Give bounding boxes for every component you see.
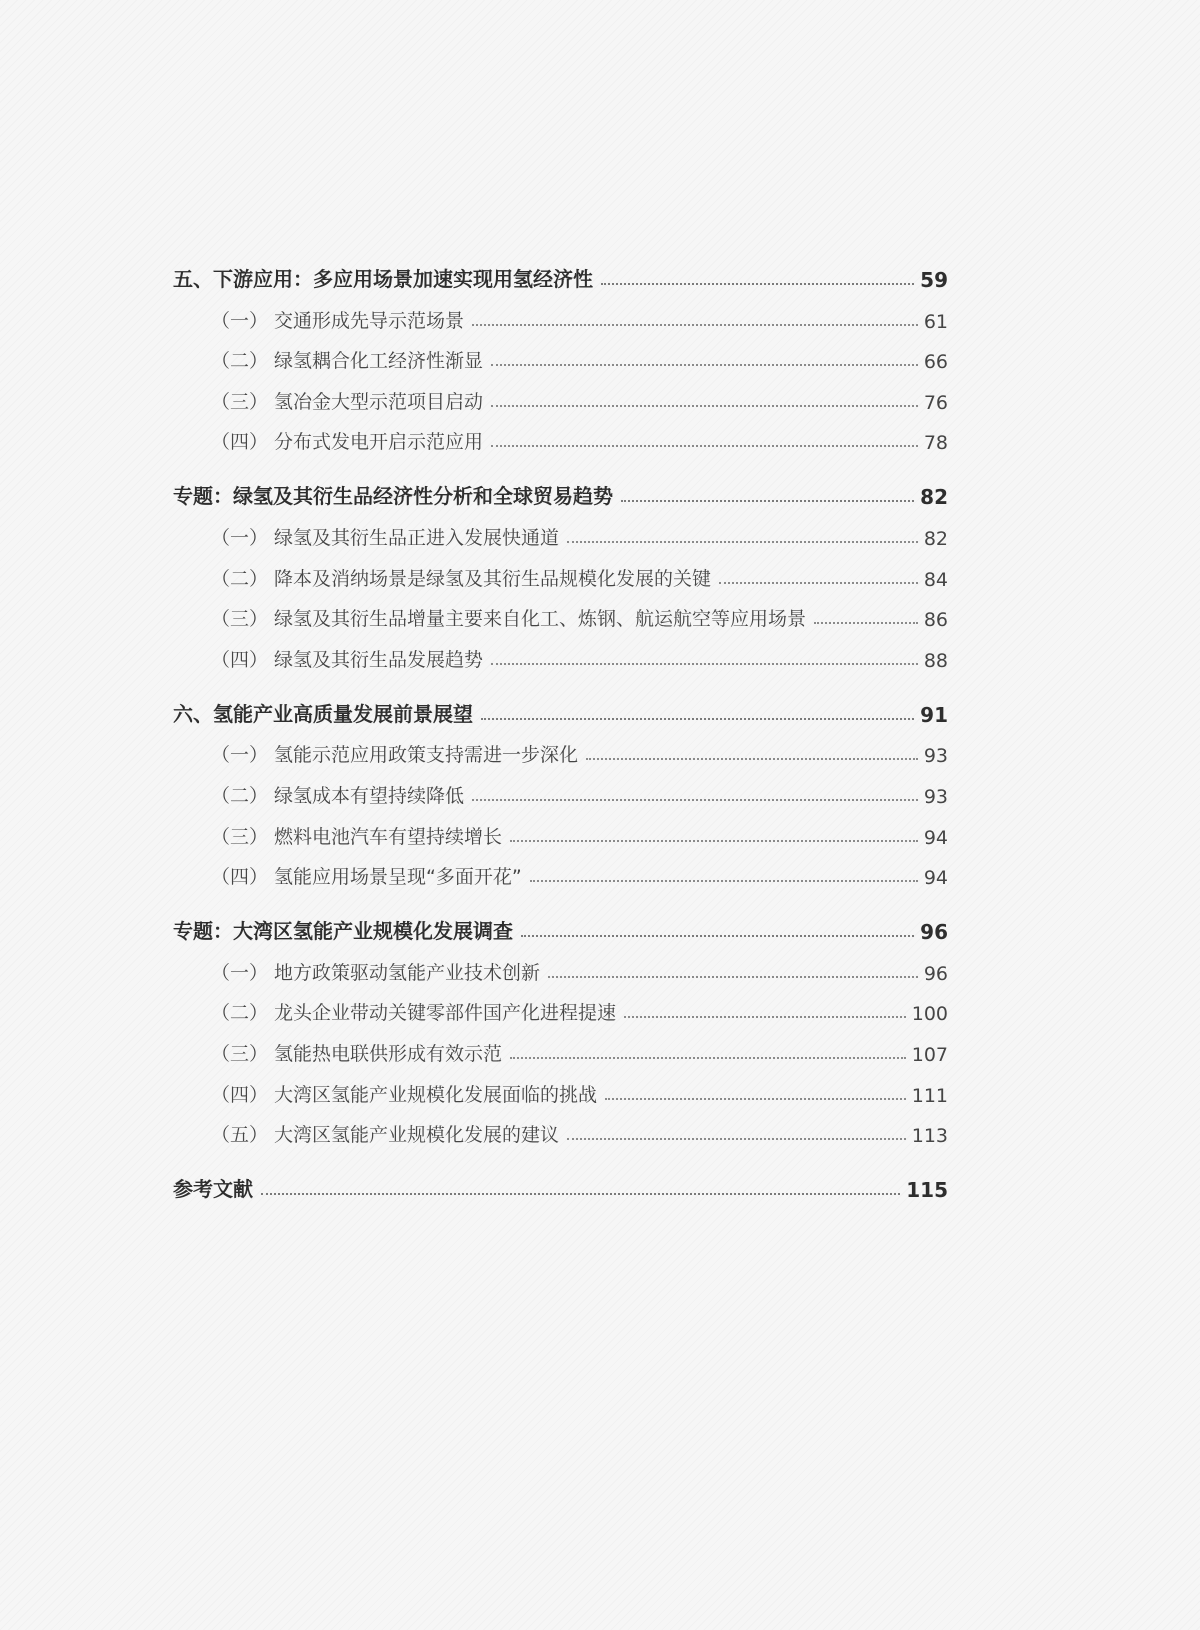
toc-entry <box>173 414 948 455</box>
toc-entry <box>173 373 948 414</box>
toc-entry-number: （三） <box>211 1042 269 1065</box>
toc-section <box>173 908 948 1147</box>
toc-entry <box>173 1107 948 1148</box>
toc-entry-page: 88 <box>923 649 948 672</box>
toc-entry-title: 氢能热电联供形成有效示范 <box>274 1042 503 1065</box>
dot-leader <box>481 718 914 720</box>
toc-entry-page: 93 <box>923 785 948 808</box>
toc-entry-page: 113 <box>911 1125 948 1148</box>
dot-leader <box>621 500 914 502</box>
toc-heading <box>173 691 948 727</box>
toc-entry-number: （二） <box>211 784 269 807</box>
toc-entry-title: 大湾区氢能产业规模化发展面临的挑战 <box>274 1083 598 1106</box>
toc-entry <box>173 849 948 890</box>
dot-leader <box>601 283 914 285</box>
dot-leader <box>491 445 918 447</box>
table-of-contents <box>173 256 948 1202</box>
dot-leader <box>472 799 918 801</box>
toc-entry-title: 氢冶金大型示范项目启动 <box>274 390 484 413</box>
toc-entry-title: 交通形成先导示范场景 <box>274 309 465 332</box>
dot-leader <box>491 405 918 407</box>
dot-leader <box>624 1016 906 1018</box>
toc-entry-number: （三） <box>211 825 269 848</box>
toc-entry <box>173 727 948 768</box>
toc-entry-number: （一） <box>211 744 269 767</box>
toc-entry <box>173 808 948 849</box>
toc-heading <box>173 1166 948 1202</box>
toc-entry-number: （四） <box>211 431 269 454</box>
dot-leader <box>567 541 918 543</box>
dot-leader <box>530 880 918 882</box>
toc-entry-number: （三） <box>211 390 269 413</box>
toc-entry <box>173 767 948 808</box>
toc-section <box>173 473 948 671</box>
toc-entry <box>173 333 948 374</box>
dot-leader <box>586 758 918 760</box>
dot-leader <box>491 663 918 665</box>
toc-entry-page: 111 <box>911 1084 948 1107</box>
toc-entry-title: 氢能示范应用政策支持需进一步深化 <box>274 744 579 767</box>
toc-entry-title: 绿氢及其衍生品增量主要来自化工、炼钢、航运航空等应用场景 <box>274 608 807 631</box>
toc-entry-page: 93 <box>923 745 948 768</box>
toc-entry <box>173 631 948 672</box>
toc-entry-number: （四） <box>211 1083 269 1106</box>
toc-section <box>173 256 948 454</box>
toc-entry-number: （五） <box>211 1124 269 1147</box>
toc-entry-page: 107 <box>911 1043 948 1066</box>
toc-entry-title: 龙头企业带动关键零部件国产化进程提速 <box>274 1002 617 1025</box>
toc-entry-number: （一） <box>211 961 269 984</box>
dot-leader <box>472 324 918 326</box>
toc-entry-title: 降本及消纳场景是绿氢及其衍生品规模化发展的关键 <box>274 567 712 590</box>
toc-heading <box>173 473 948 509</box>
dot-leader <box>814 622 918 624</box>
toc-entry <box>173 509 948 550</box>
toc-entry-number: （四） <box>211 648 269 671</box>
toc-entry-title: 大湾区氢能产业规模化发展的建议 <box>274 1124 560 1147</box>
toc-heading-page: 96 <box>920 920 948 945</box>
dot-leader <box>510 1057 906 1059</box>
toc-entry <box>173 591 948 632</box>
toc-entry-page: 78 <box>923 432 948 455</box>
toc-heading-page: 82 <box>920 485 948 510</box>
toc-entry-page: 94 <box>923 867 948 890</box>
toc-entry-page: 66 <box>923 351 948 374</box>
toc-entry <box>173 292 948 333</box>
toc-heading-title: 专题：大湾区氢能产业规模化发展调查 <box>173 919 513 944</box>
toc-entry <box>173 985 948 1026</box>
toc-section <box>173 691 948 889</box>
toc-heading-page: 115 <box>906 1178 948 1203</box>
toc-entry-title: 绿氢耦合化工经济性渐显 <box>274 350 484 373</box>
toc-entry-number: （三） <box>211 608 269 631</box>
toc-entry-title: 氢能应用场景呈现“多面开花” <box>274 866 522 889</box>
toc-entry-title: 燃料电池汽车有望持续增长 <box>274 825 503 848</box>
toc-entry-page: 76 <box>923 391 948 414</box>
toc-entry-page: 86 <box>923 609 948 632</box>
toc-entry-number: （一） <box>211 309 269 332</box>
toc-entry-page: 84 <box>923 568 948 591</box>
toc-heading <box>173 908 948 944</box>
toc-heading-page: 91 <box>920 702 948 727</box>
toc-entry-number: （二） <box>211 567 269 590</box>
toc-section <box>173 1166 948 1202</box>
toc-heading <box>173 256 948 292</box>
toc-heading-page: 59 <box>920 268 948 292</box>
toc-entry-page: 100 <box>911 1003 948 1026</box>
toc-entry-title: 地方政策驱动氢能产业技术创新 <box>274 961 541 984</box>
toc-entry-page: 96 <box>923 962 948 985</box>
toc-entry-page: 94 <box>923 826 948 849</box>
toc-entry-page: 82 <box>923 527 948 550</box>
dot-leader <box>510 840 918 842</box>
dot-leader <box>261 1193 900 1195</box>
toc-entry-number: （四） <box>211 866 269 889</box>
toc-heading-title: 参考文献 <box>173 1177 253 1202</box>
dot-leader <box>548 976 918 978</box>
toc-entry-title: 绿氢成本有望持续降低 <box>274 784 465 807</box>
toc-entry-title: 绿氢及其衍生品发展趋势 <box>274 648 484 671</box>
toc-entry <box>173 1025 948 1066</box>
toc-entry <box>173 550 948 591</box>
dot-leader <box>491 364 918 366</box>
toc-entry-number: （二） <box>211 350 269 373</box>
toc-entry-number: （二） <box>211 1002 269 1025</box>
toc-entry <box>173 944 948 985</box>
dot-leader <box>521 935 914 937</box>
dot-leader <box>719 582 918 584</box>
toc-heading-title: 五、下游应用：多应用场景加速实现用氢经济性 <box>173 267 593 291</box>
toc-entry-title: 分布式发电开启示范应用 <box>274 431 484 454</box>
toc-entry <box>173 1066 948 1107</box>
dot-leader <box>605 1098 906 1100</box>
toc-entry-title: 绿氢及其衍生品正进入发展快通道 <box>274 526 560 549</box>
toc-entry-number: （一） <box>211 526 269 549</box>
toc-heading-title: 六、氢能产业高质量发展前景展望 <box>173 701 473 726</box>
toc-heading-title: 专题：绿氢及其衍生品经济性分析和全球贸易趋势 <box>173 484 613 509</box>
toc-entry-page: 61 <box>923 310 948 333</box>
dot-leader <box>567 1138 906 1140</box>
